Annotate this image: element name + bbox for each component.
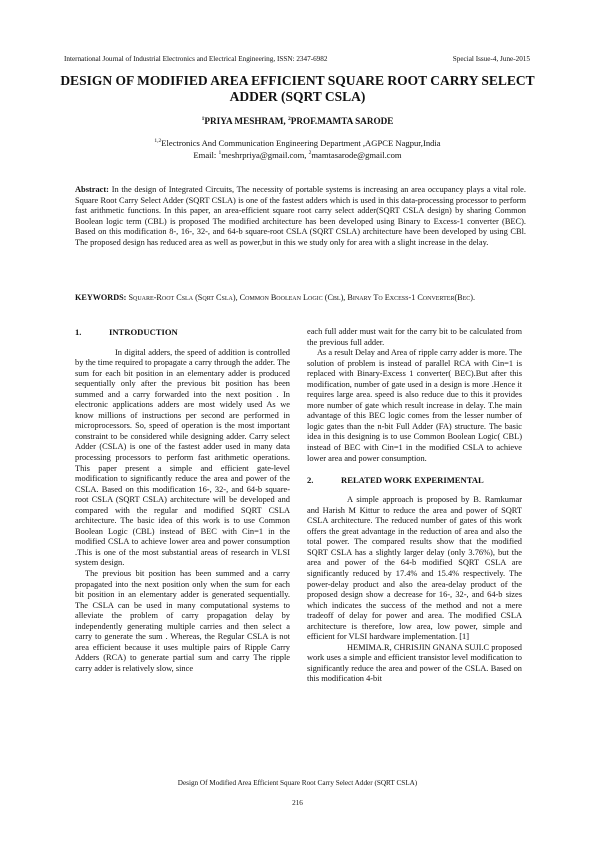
author-2: PROF.MAMTA SARODE — [290, 116, 394, 126]
keywords-text: Square-Root Csla (Sqrt Csla), Common Boolean Logic (Cbl), Binary To Excess-1 Converter(Bec). — [126, 293, 476, 302]
abstract-label: Abstract: — [75, 185, 109, 194]
author-1-sup: 1 — [201, 115, 205, 122]
right-column — [307, 327, 522, 685]
paragraph: each full adder must wait for the carry bit to be calculated from the previous full adder. — [307, 327, 522, 347]
spacer — [307, 464, 522, 475]
running-header — [64, 55, 530, 64]
abstract — [75, 185, 526, 249]
email-2-sup: 2 — [308, 150, 312, 157]
paragraph: In digital adders, the speed of addition is controlled by the time required to propagate a carry through the adder. The sum for each bit position in an elementary adder is produced sequentially only after the previous bit position has been summed and a carry forwarded into the next position . In electronic applications adders are most widely used As we know millions of instructions per second are performed in microprocessors. So, speed of operation is the most important constraint to be considered while designing adder. Carry select Adder (CSLA) is one of the fastest adder used in many data processing processors to perform fast arithmetic operations. This paper present a simple and efficient gate-level modification to significantly reduce the area and power of the CSLA. Based on this modification 16-, 32-, and 64-b square-root CSLA (SQRT CSLA) architecture will be developed and compared with the regular and modified SQRT CSLA architecture. The basic idea of this work is to use Common Boolean Logic (CBL) instead of BEC with Cin=1 in the modified CSLA to achieve lower area and power consumption .This is one of the most substantial areas of research in VLSI system design. — [75, 347, 290, 568]
affiliation — [60, 138, 535, 149]
section-title: RELATED WORK EXPERIMENTAL — [341, 474, 484, 485]
section-heading-related-work — [307, 475, 522, 486]
issue-info: Special Issue-4, June-2015 — [452, 55, 530, 63]
page-number: 216 — [292, 799, 303, 807]
journal-name: International Journal of Industrial Electronics and Electrical Engineering, ISSN: 2347-6982 — [64, 55, 328, 63]
section-title: INTRODUCTION — [109, 327, 178, 337]
paragraph: As a result Delay and Area of ripple carry adder is more. The solution of problem is instead of parallel RCA with Cin=1 is replaced with Binary-Excess 1 converter( BEC).But after this modification, number of gate used in a design is more .Hence it requires large area. speed is also reduce due to this it provides more number of gate which result increase in delay. T.he main advantage of this BEC logic comes from the lesser number of logic gates than the n-bit Full Adder (FA) structure. The basic idea in this designing is to use Common Boolean Logic( CBL) instead of BEC with Cin=1 in the modified CSLA to achieve lower area and power consumption. — [307, 348, 522, 463]
keywords-label: KEYWORDS: — [75, 293, 127, 302]
paper-title: DESIGN OF MODIFIED AREA EFFICIENT SQUARE ROOT CARRY SELECT ADDER (SQRT CSLA) — [60, 73, 535, 104]
paragraph: HEMIMA.R, CHRISJIN GNANA SUJI.C proposed work uses a simple and efficient transistor level modification to significantly reduce the area and power of the CSLA. Based on this modification 4-bit — [307, 642, 522, 684]
email-2: mamtasarode@gmail.com — [311, 150, 402, 160]
section-heading-introduction — [75, 327, 290, 338]
paragraph: The previous bit position has been summed and a carry propagated into the next position only when the sum for each bit position in an elementary adder is generated sequentially. The CSLA can be used in many computational systems to alleviate the problem of carry propagation delay by independently generating multiple carries and then select a carry to generate the sum . Whereas, the Regular CSLA is not area efficient because it uses multiple pairs of Ripple Carry Adders (RCA) to generate partial sum and carry The ripple carry adder is relatively slow, since — [75, 569, 290, 673]
section-number: 1. — [75, 327, 82, 337]
paragraph: A simple approach is proposed by B. Ramkumar and Harish M Kittur to reduce the area and power of SQRT CSLA architecture. The reduced number of gates of this work offers the great advantage in the reduction of area and also the total power. The compared results show that the modified SQRT CSLA has a slightly larger delay (only 3.76%), but the area and power of the 64-b modified SQRT CSLA are significantly reduced by 17.4% and 15.4% respectively. The power-delay product and also the area-delay product of the proposed design show a decrease for 16-, 32-, and 64-b sizes which indicates the success of the method and not a mere tradeoff of delay for power and area. The modified CSLA architecture is therefore, low area, low power, simple and efficient for VLSI hardware implementation. [1] — [307, 495, 522, 642]
affiliation-sup: 1,2 — [154, 138, 162, 145]
author-2-sup: 2 — [288, 115, 291, 122]
email-1: meshrpriya@gmail.com, — [221, 150, 309, 160]
author-1: PRIYA MESHRAM, — [204, 116, 289, 126]
author-line — [60, 116, 535, 127]
footer-title: Design Of Modified Area Efficient Square Root Carry Select Adder (SQRT CSLA) — [177, 779, 418, 787]
keywords — [75, 293, 526, 304]
abstract-text: In the design of Integrated Circuits, The necessity of portable systems is increasing an area occupancy plays a vital role. Square Root Carry Select Adder (SQRT CSLA) is one of the fastest adders which is used in this data-processing processor to perform fast arithmetic functions. In this paper, an area-efficient square root carry select adder(SQRT CSLA design) by sharing Common Boolean logic term (CBL) is proposed The modified architecture has been developed using Binary to Excess-1 converter (BEC). Based on this modification 8-, 16-, 32-, and 64-b square-root CSLA (SQRT CSLA) architecture have been developed by using CBl. The proposed design has reduced area as well as power,but in this we study only for area with a slight increase in the delay. — [75, 185, 526, 247]
affiliation-text: Electronics And Communication Engineering Department ,AGPCE Nagpur,India — [161, 138, 441, 148]
section-number: 2. — [307, 474, 314, 485]
email-prefix: Email: — [193, 150, 219, 160]
email-line — [60, 150, 535, 161]
email-1-sup: 1 — [218, 150, 222, 157]
left-column — [75, 327, 290, 675]
